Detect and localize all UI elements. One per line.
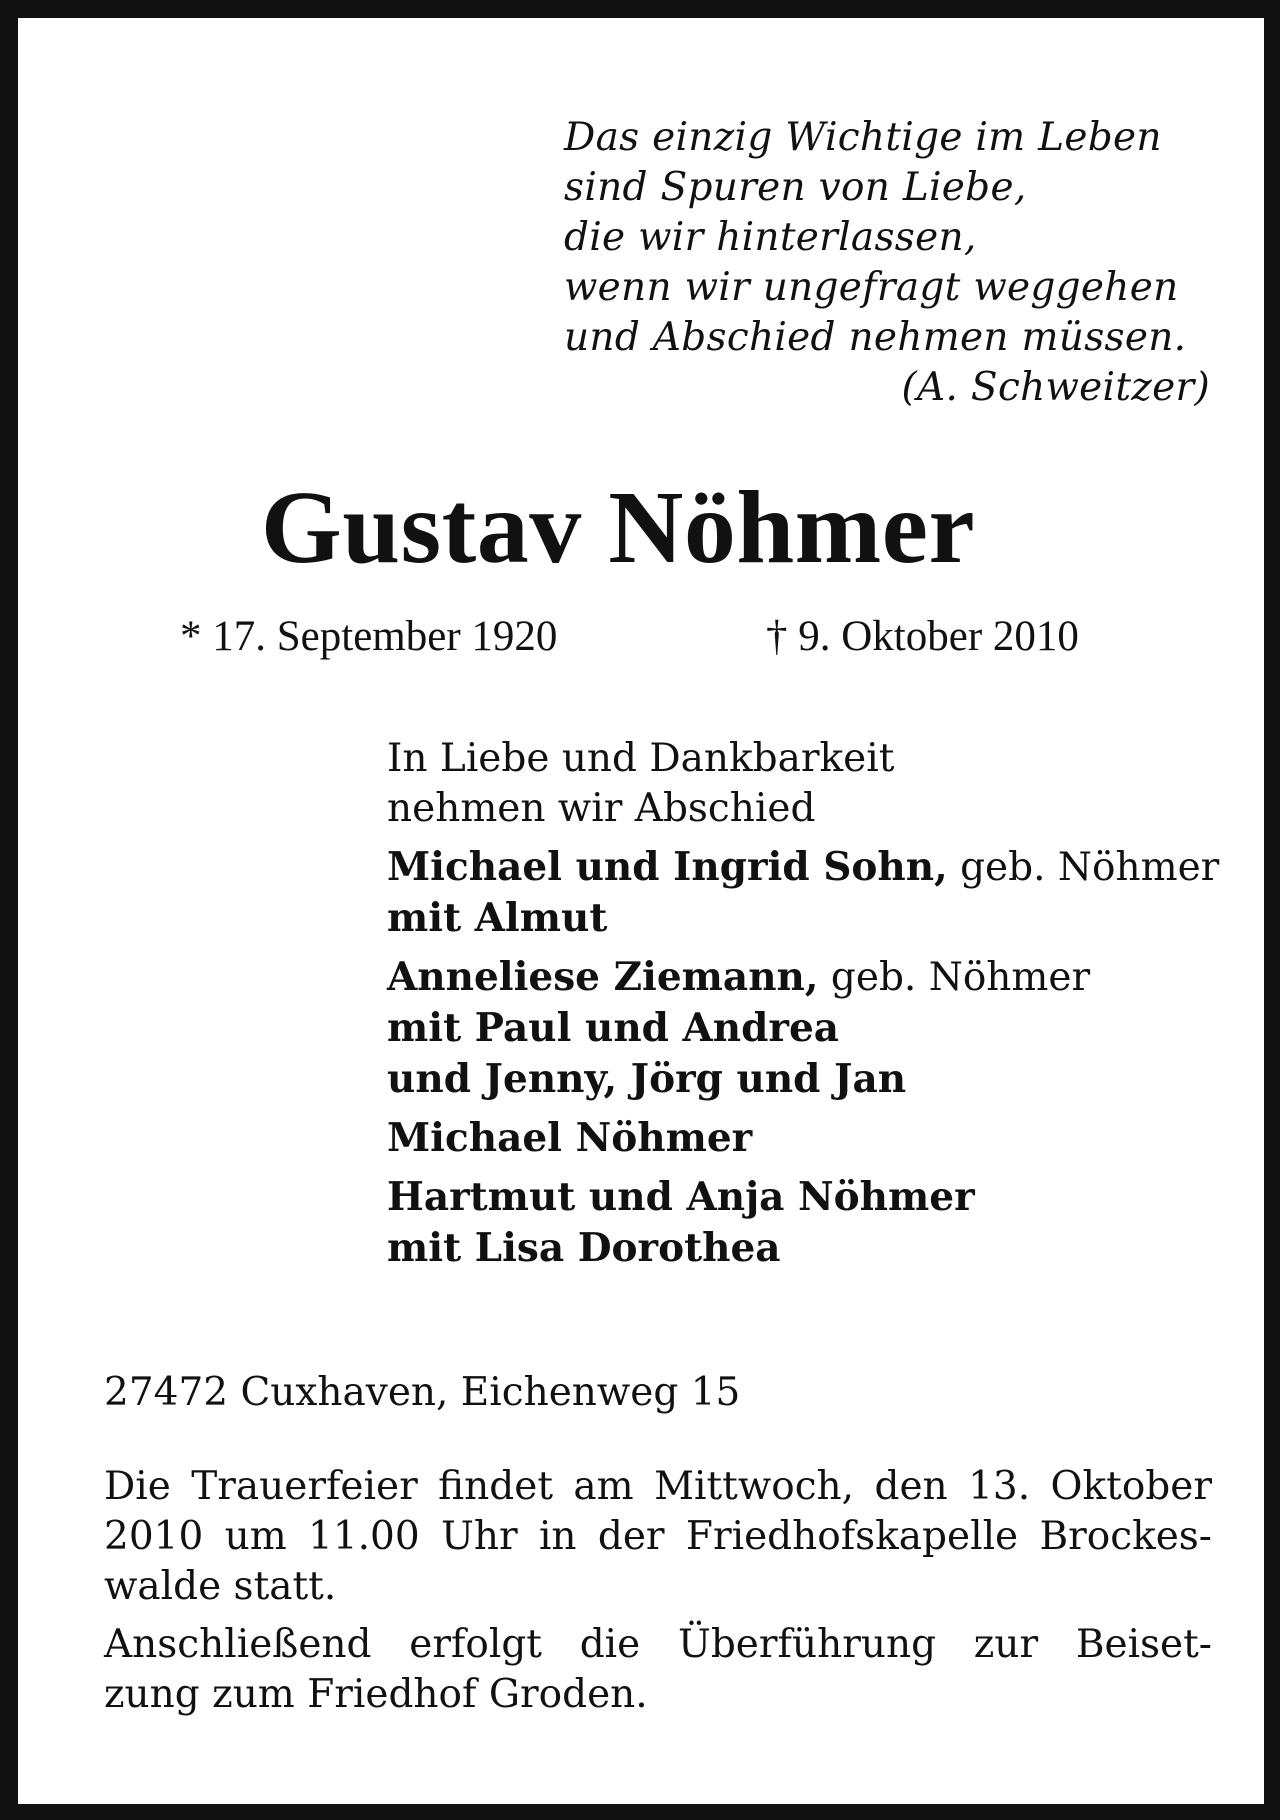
death-date: † 9. Oktober 2010 (766, 613, 1079, 660)
mourner-group (387, 1113, 1237, 1164)
mourner-group (387, 952, 1237, 1105)
mourner-name: Michael Nöhmer (387, 1115, 753, 1161)
mourning-intro (387, 734, 1237, 834)
mourner-name: und Jenny, Jörg und Jan (387, 1056, 907, 1102)
quote-line: Das einzig Wichtige im Leben (564, 115, 1162, 160)
mourners-block (387, 734, 1237, 1282)
ceremony-line: walde statt. (104, 1564, 337, 1609)
mourner-line (387, 952, 1237, 1003)
mourner-name: Anneliese Ziemann, (387, 954, 819, 1000)
mourner-name: Hartmut und Anja Nöhmer (387, 1174, 975, 1220)
deceased-name: Gustav Nöhmer (260, 470, 976, 585)
mourner-name: mit Lisa Dorothea (387, 1225, 781, 1271)
maiden-name: geb. Nöhmer (818, 955, 1091, 1000)
quote-author: (A. Schweitzer) (901, 365, 1210, 410)
mourner-name: Michael und Ingrid Sohn, (387, 844, 948, 890)
birth-date: * 17. September 1920 (180, 613, 558, 660)
mourner-group (387, 842, 1237, 944)
maiden-name: geb. Nöhmer (947, 845, 1220, 890)
quote-line: sind Spuren von Liebe, (564, 165, 1027, 210)
intro-line: nehmen wir Abschied (387, 786, 816, 831)
mourner-name: mit Almut (387, 895, 608, 941)
ceremony-info (104, 1462, 1212, 1720)
quote-line: und Abschied nehmen müssen. (564, 315, 1187, 360)
ceremony-line: zung zum Friedhof Groden. (104, 1672, 648, 1717)
mourner-line (387, 842, 1237, 893)
intro-line: In Liebe und Dankbarkeit (387, 736, 895, 781)
quote-line: die wir hinterlassen, (564, 215, 977, 260)
ceremony-line: Anschließend erfolgt die Überführung zur Beiset- (104, 1622, 1212, 1667)
mourner-line (387, 1113, 1237, 1164)
mourner-line (387, 893, 1237, 944)
mourner-line (387, 1172, 1237, 1223)
mourner-line (387, 1223, 1237, 1274)
mourner-group (387, 1172, 1237, 1274)
mourner-name: mit Paul und Andrea (387, 1005, 840, 1051)
mourner-line (387, 1054, 1237, 1105)
quote-line: wenn wir ungefragt weggehen (564, 265, 1179, 310)
ceremony-line: 2010 um 11.00 Uhr in der Friedhofskapelle Brockes- (104, 1514, 1212, 1559)
memorial-quote (564, 113, 1214, 413)
ceremony-line: Die Trauerfeier findet am Mittwoch, den 13. Oktober (104, 1464, 1212, 1509)
address: 27472 Cuxhaven, Eichenweg 15 (104, 1370, 741, 1415)
mourner-line (387, 1003, 1237, 1054)
